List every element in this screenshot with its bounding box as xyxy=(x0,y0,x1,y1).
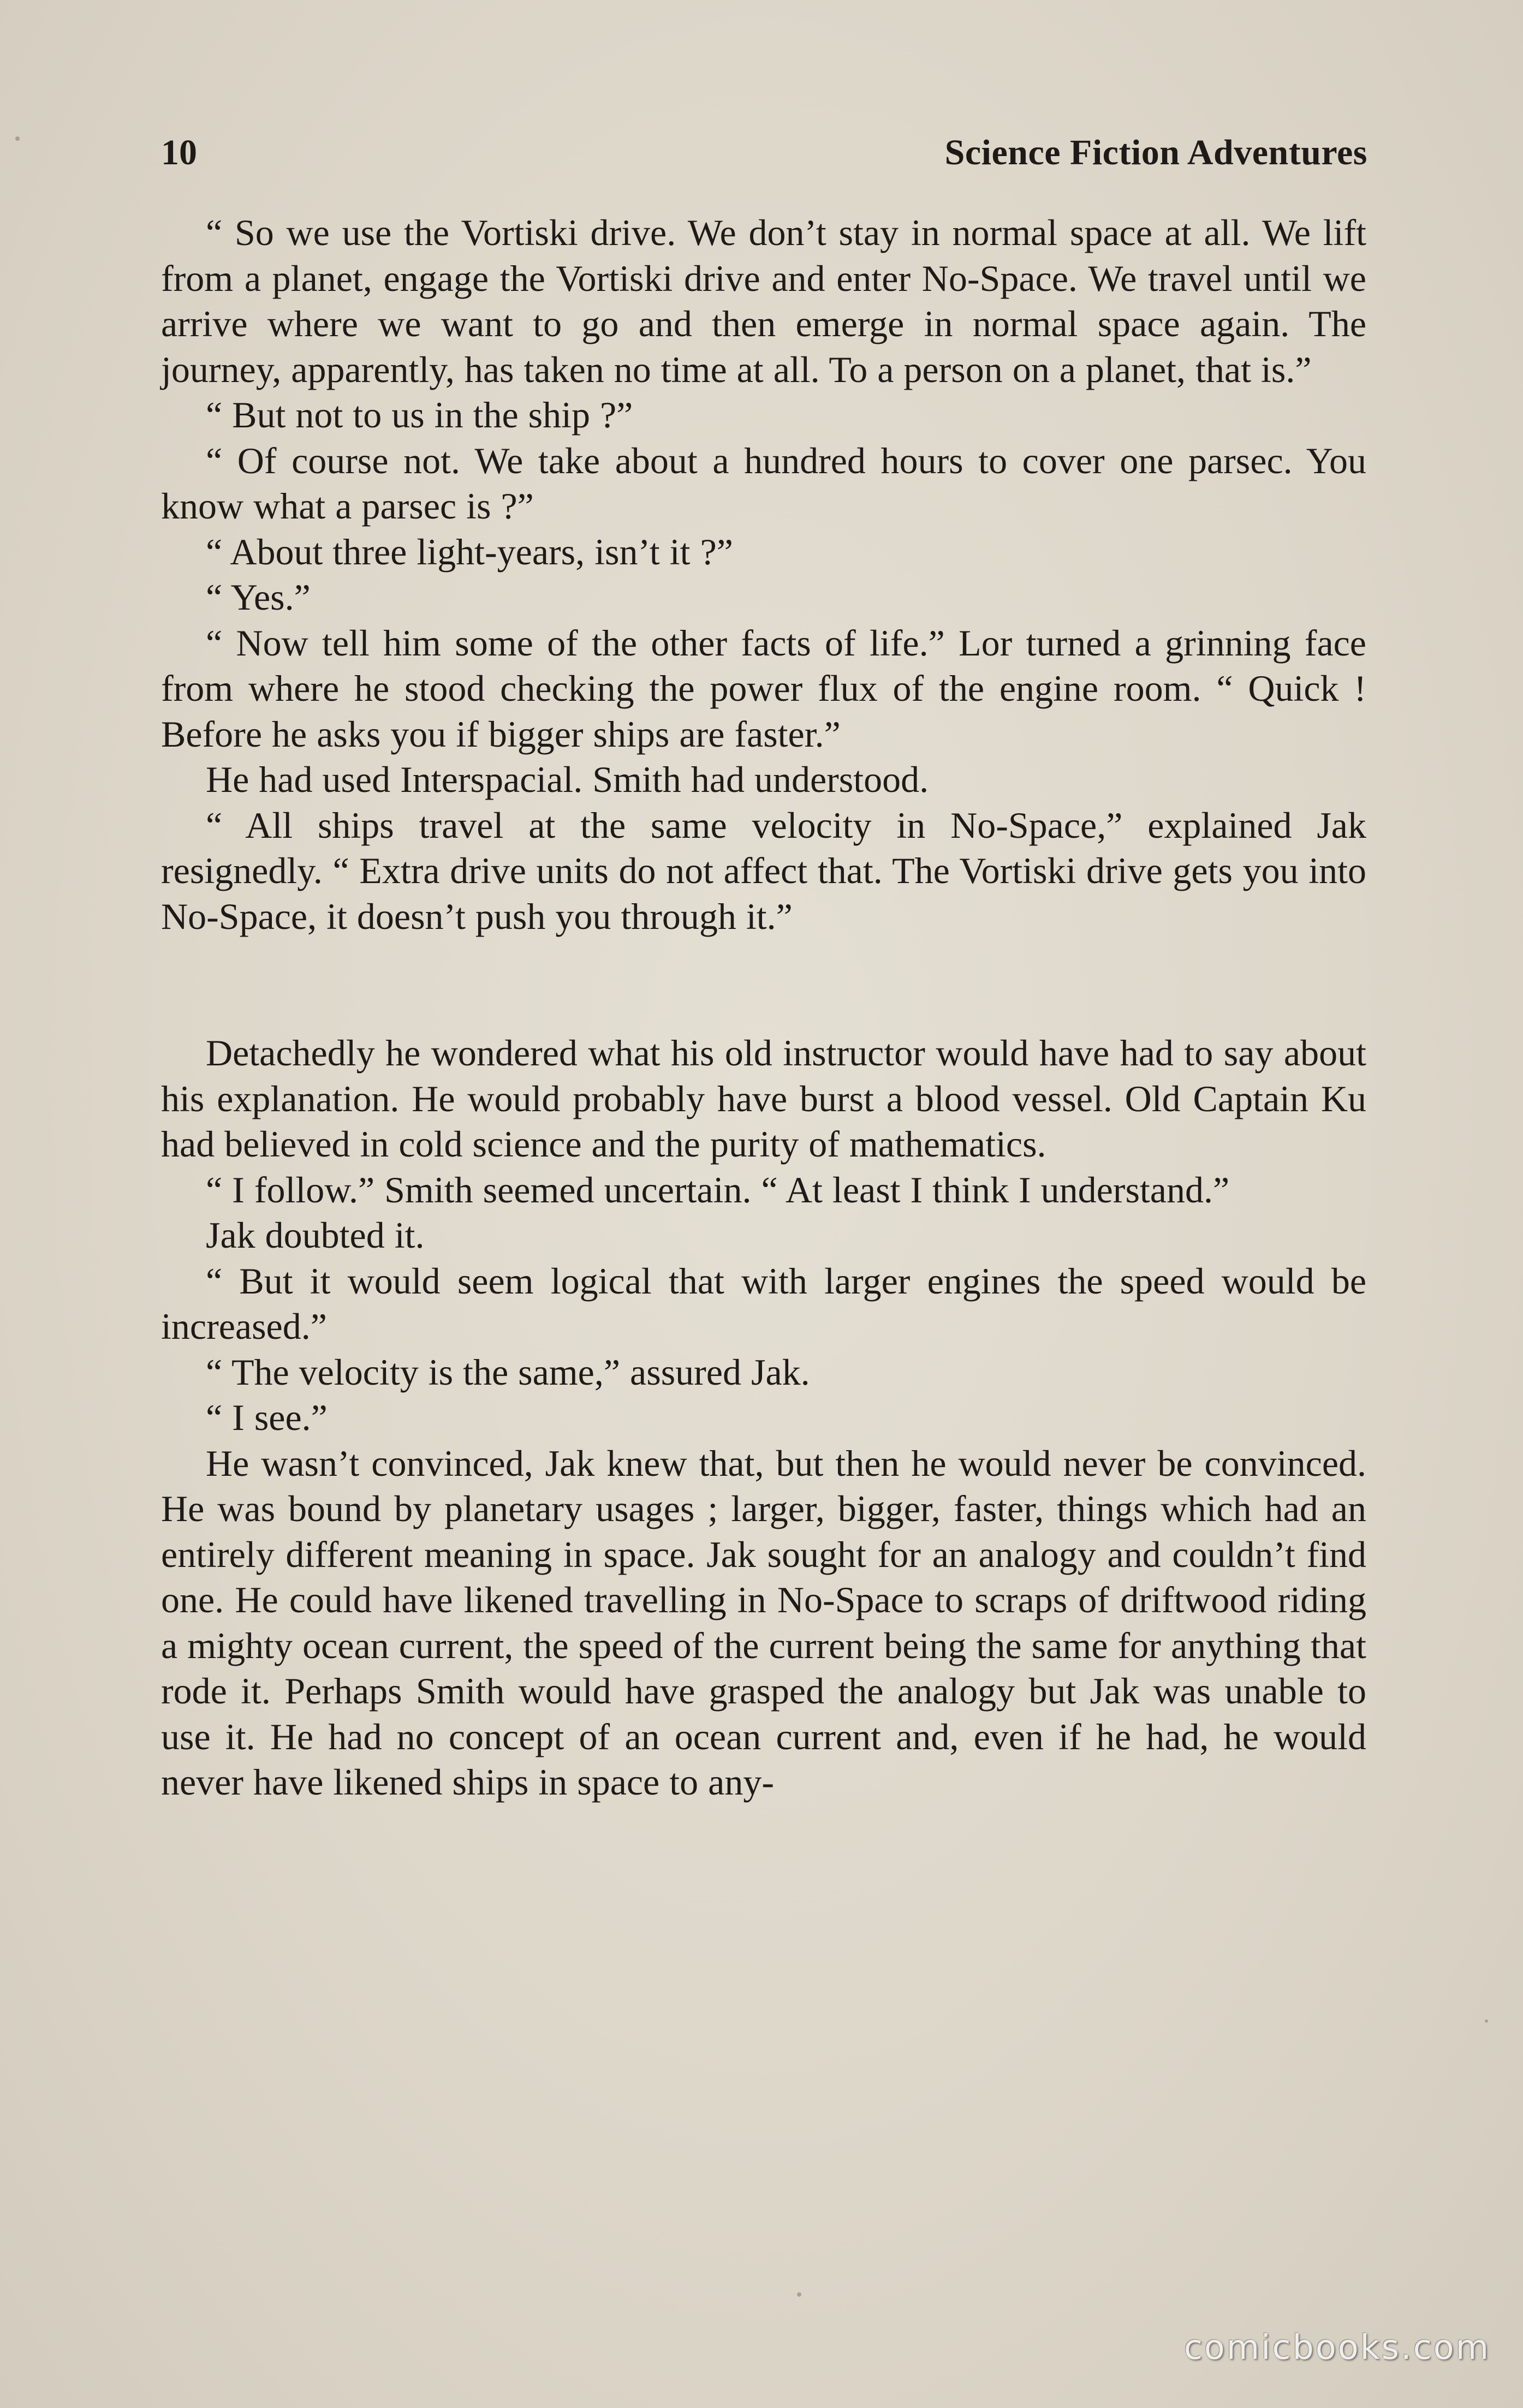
page-number: 10 xyxy=(161,133,197,172)
paragraph: “ About three light-years, isn’t it ?” xyxy=(206,531,733,573)
paragraph: “ But it would seem logical that with larger engines the speed would be increased.” xyxy=(161,1260,1366,1347)
paragraph: “ I follow.” Smith seemed uncertain. “ At least I think I understand.” xyxy=(206,1169,1230,1211)
paragraph: “ Now tell him some of the other facts of life.” Lor turned a grinning face from where he stood checking the power flux of the engine room. “ Quick ! Before he asks you if bigger ships are faster.” xyxy=(161,622,1366,755)
paragraph: “ All ships travel at the same velocity in No-Space,” explained Jak resignedly. “ Extra drive units do not affect that. The Vortiski drive gets you into No-Space, it doesn’t push you through it.” xyxy=(161,804,1366,937)
page-header xyxy=(161,123,1367,183)
paragraph: Detachedly he wondered what his old instructor would have had to say about his explanation. He would probably have burst a blood vessel. Old Captain Ku had believed in cold science and the purity of mathematics. xyxy=(161,1032,1366,1165)
section-break xyxy=(161,939,1366,1030)
paragraph: “ Yes.” xyxy=(206,576,311,618)
paragraph: “ But not to us in the ship ?” xyxy=(206,394,633,436)
page-body xyxy=(161,210,1366,1805)
paragraph: “ I see.” xyxy=(206,1397,328,1438)
watermark: comicbooks.com xyxy=(1183,2327,1490,2367)
paragraph: “ The velocity is the same,” assured Jak. xyxy=(206,1351,810,1393)
paragraph: He had used Interspacial. Smith had understood. xyxy=(206,759,929,800)
paragraph: Jak doubted it. xyxy=(206,1214,425,1256)
paragraph: “ Of course not. We take about a hundred hours to cover one parsec. You know what a parsec is ?” xyxy=(161,439,1366,527)
paper-speck xyxy=(797,2292,801,2297)
paper-speck xyxy=(1485,2019,1488,2023)
running-title: Science Fiction Adventures xyxy=(944,133,1367,172)
paragraph: He wasn’t convinced, Jak knew that, but then he would never be convinced. He was bound by planetary usages ; larger, bigger, faster, things which had an entirely different meaning in space. Jak sought for an analogy and couldn’t find one. He could have likened travelling in No-Space to scraps of driftwood riding a mighty ocean current, the speed of the current being the same for anything that rode it. Perhaps Smith would have grasped the analogy but Jak was unable to use it. He had no concept of an ocean current and, even if he had, he would never have likened ships in space to any- xyxy=(161,1442,1366,1803)
paragraph: “ So we use the Vortiski drive. We don’t stay in normal space at all. We lift from a planet, engage the Vortiski drive and enter No-Space. We travel until we arrive where we want to go and then emerge in normal space again. The journey, apparently, has taken no time at all. To a person on a planet, that is.” xyxy=(161,212,1366,390)
paper-speck xyxy=(15,136,20,141)
